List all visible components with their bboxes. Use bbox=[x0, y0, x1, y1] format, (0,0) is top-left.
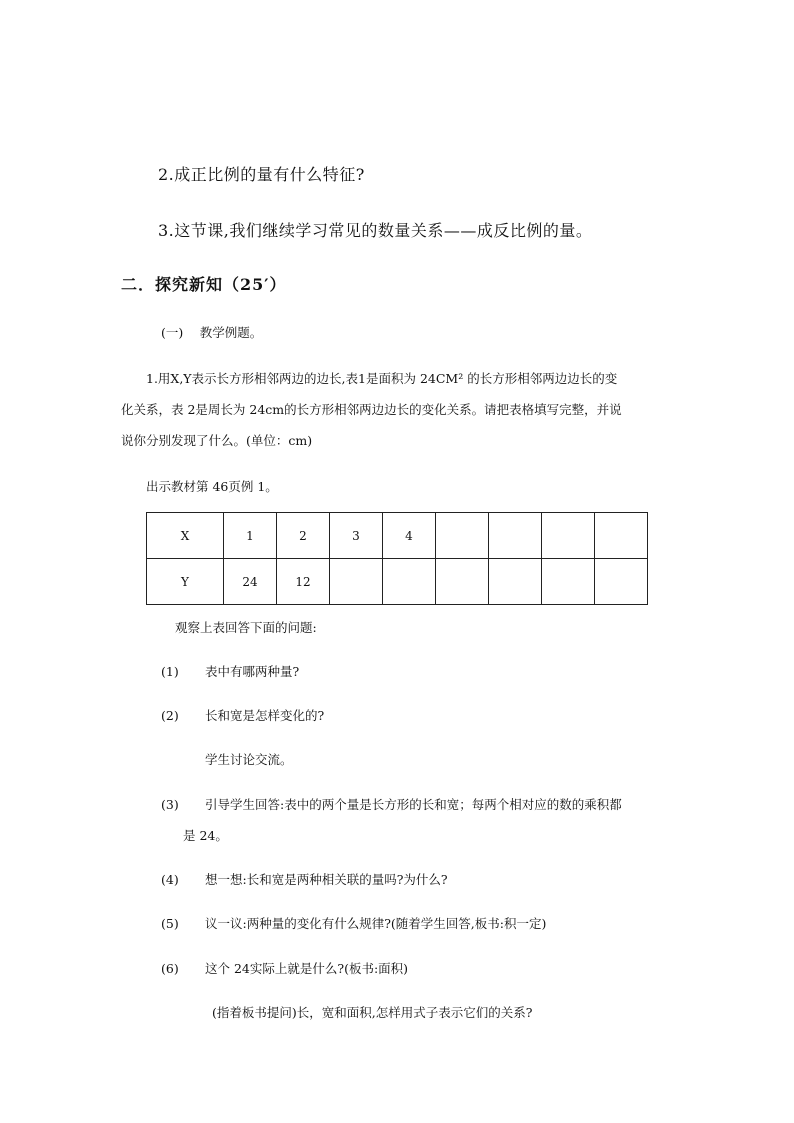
question-item bbox=[161, 959, 408, 977]
textbook-reference: 出示教材第 46页例 1。 bbox=[146, 479, 278, 494]
table-cell: Y bbox=[147, 559, 224, 605]
table-cell bbox=[330, 559, 383, 605]
question-3: 3.这节课,我们继续学习常见的数量关系——成反比例的量。 bbox=[158, 221, 593, 240]
data-table bbox=[146, 512, 648, 605]
table-cell: 1 bbox=[224, 513, 277, 559]
question-item bbox=[161, 662, 299, 680]
question-number: (3) bbox=[161, 797, 179, 812]
question-text: 议一议:两种量的变化有什么规律?(随着学生回答,板书:积一定) bbox=[205, 916, 547, 931]
question-text: 这个 24实际上就是什么?(板书:面积) bbox=[205, 961, 409, 976]
table-cell bbox=[489, 559, 542, 605]
question-number: (5) bbox=[161, 916, 179, 931]
question-item bbox=[161, 914, 546, 932]
table-cell bbox=[542, 513, 595, 559]
table-cell: X bbox=[147, 513, 224, 559]
question-text: 长和宽是怎样变化的? bbox=[205, 708, 325, 723]
question-text: 表中有哪两种量? bbox=[205, 664, 300, 679]
observe-prompt: 观察上表回答下面的问题: bbox=[175, 620, 317, 635]
example-line-2: 化关系，表 2是周长为 24cm的长方形相邻两边边长的变化关系。请把表格填写完整，并说 bbox=[121, 402, 622, 417]
example-line-3: 说你分别发现了什么。(单位：cm) bbox=[121, 433, 313, 448]
question-text: 想一想:长和宽是两种相关联的量吗?为什么? bbox=[205, 872, 448, 887]
table-cell bbox=[595, 513, 648, 559]
section-heading: 二．探究新知（25′） bbox=[121, 275, 287, 294]
table-cell: 12 bbox=[277, 559, 330, 605]
question-2: 2.成正比例的量有什么特征? bbox=[158, 165, 365, 184]
table-cell bbox=[383, 559, 436, 605]
question-number: (1) bbox=[161, 664, 179, 679]
table-cell: 24 bbox=[224, 559, 277, 605]
question-number: (6) bbox=[161, 961, 179, 976]
example-line-1: 1.用X,Y表示长方形相邻两边的边长,表1是面积为 24CM² 的长方形相邻两边边长的变 bbox=[146, 371, 618, 386]
table-row-y bbox=[147, 559, 648, 605]
question-item bbox=[161, 795, 622, 813]
table-cell bbox=[436, 513, 489, 559]
subsection-heading: (一) 教学例题。 bbox=[161, 325, 263, 340]
table-cell: 4 bbox=[383, 513, 436, 559]
table-row-x bbox=[147, 513, 648, 559]
table-cell bbox=[489, 513, 542, 559]
question-number: (2) bbox=[161, 708, 179, 723]
table-cell bbox=[436, 559, 489, 605]
question-item bbox=[161, 870, 448, 888]
closing-question: (指着板书提问)长，宽和面积,怎样用式子表示它们的关系? bbox=[212, 1005, 533, 1020]
question-text: 引导学生回答:表中的两个量是长方形的长和宽；每两个相对应的数的乘积都 bbox=[205, 797, 622, 812]
table-cell: 3 bbox=[330, 513, 383, 559]
table-cell: 2 bbox=[277, 513, 330, 559]
table-cell bbox=[542, 559, 595, 605]
question-continuation: 是 24。 bbox=[183, 828, 228, 843]
table-cell bbox=[595, 559, 648, 605]
question-item bbox=[161, 706, 324, 724]
discussion-note: 学生讨论交流。 bbox=[205, 752, 293, 767]
question-number: (4) bbox=[161, 872, 179, 887]
